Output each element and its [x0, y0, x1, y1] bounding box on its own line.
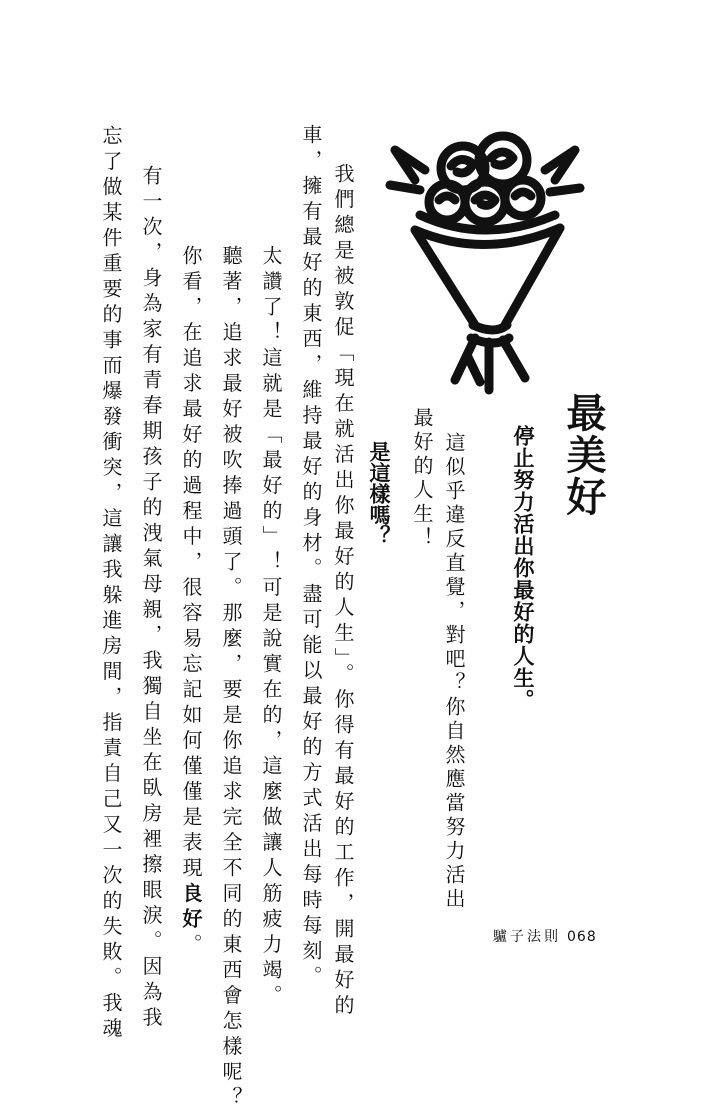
page-number: 068 — [567, 929, 597, 945]
article-title: 最美好 — [560, 392, 606, 518]
body-column: 聽著，追求最好被吹捧過頭了。那麼，要是你追求完全不同的東西會怎樣呢？ — [219, 245, 243, 1112]
body-text: 。 — [179, 933, 203, 959]
emphasis-text: 良好 — [179, 882, 203, 934]
flower-bouquet-icon — [385, 110, 585, 395]
article-subtitle: 停止努力活出你最好的人生。 — [511, 425, 536, 711]
body-column: 太讚了！這就是「最好的」！可是說實在的，這麼做讓人筋疲力竭。 — [259, 245, 283, 1010]
lead-line: 這似乎違反直覺，對吧？你自然應當努力活出 — [442, 432, 466, 912]
body-column: 有一次，身為家有青春期孩子的洩氣母親，我獨自坐在臥房裡擦眼淚。因為我 — [139, 165, 163, 1032]
body-column: 忘了做某件重要的事而爆發衝突，這讓我躲進房間，指責自己又一次的失敗。我魂 — [99, 125, 123, 1043]
book-title: 驢子法則 — [493, 929, 561, 945]
body-column: 車，擁有最好的東西，維持最好的身材。盡可能以最好的方式活出每時每刻。 — [299, 124, 323, 991]
body-column — [181, 245, 201, 959]
lead-line: 最好的人生！ — [410, 407, 434, 551]
lead-question: 是這樣嗎？ — [367, 441, 392, 546]
body-text: 你看，在追求最好的過程中，很容易忘記如何僅僅是表現 — [179, 245, 203, 883]
page-footer — [493, 926, 597, 946]
body-column: 我們總是被敦促「現在就活出你最好的人生」。你得有最好的工作，開最好的 — [331, 163, 355, 1020]
